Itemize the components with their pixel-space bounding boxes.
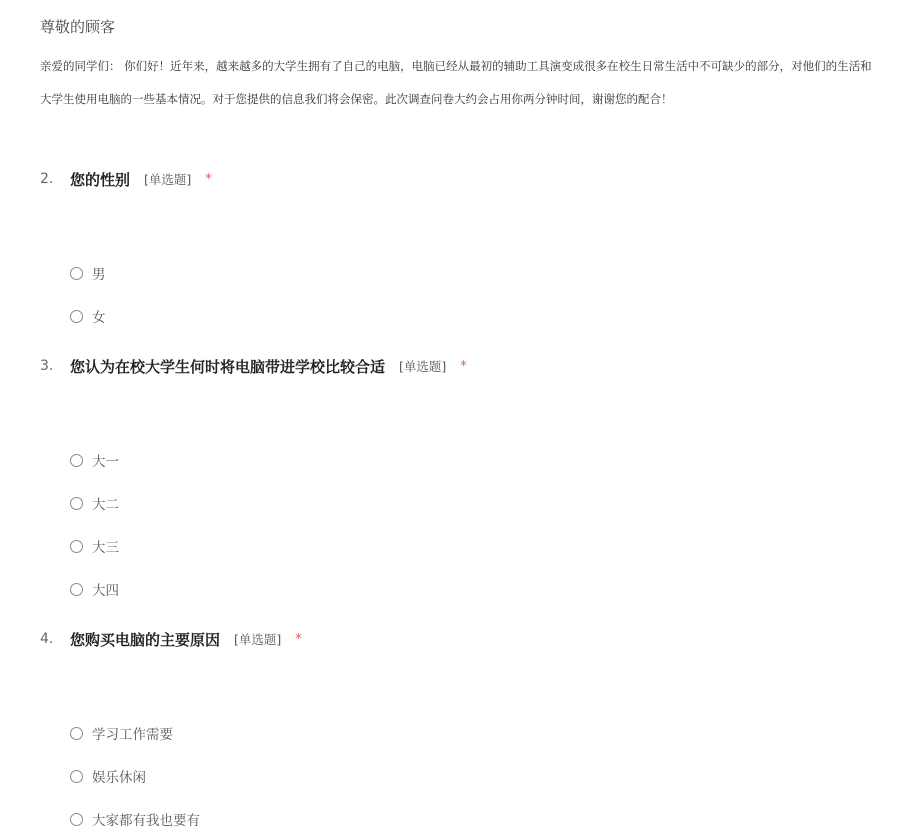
radio-icon[interactable] [70,454,83,467]
required-mark: * [460,358,467,374]
option-junior[interactable] [70,536,119,556]
option-label: 学习工作需要 [92,727,173,743]
question-title-row [40,354,880,378]
option-entertainment[interactable] [70,766,146,786]
question-text: 您认为在校大学生何时将电脑带进学校比较合适 [70,357,386,376]
option-senior[interactable] [70,579,119,599]
question-type-label: [单选题] [399,359,447,374]
intro-text-line-2: 大学生使用电脑的一些基本情况。对于您提供的信息我们将会保密。此次调查问卷大约会占用你两分钟时间，谢谢您的配合！ [40,92,673,106]
intro-text-line-1: 亲爱的同学们： 你们好！近年来，越来越多的大学生拥有了自己的电脑，电脑已经从最初的辅助工具演变成很多在校生日常生活中不可缺少的部分，对他们的生活和 [40,59,872,73]
radio-icon[interactable] [70,310,83,323]
radio-icon[interactable] [70,267,83,280]
question-3 [40,354,880,599]
required-mark: * [295,631,302,647]
question-type-label: [单选题] [234,632,282,647]
question-number: 4. [40,631,54,647]
question-number: 3. [40,358,54,374]
option-label: 娱乐休闲 [92,770,146,786]
option-label: 大二 [92,497,119,513]
question-type-label: [单选题] [144,172,192,187]
question-text: 您的性别 [70,170,131,189]
question-title-row [40,167,880,191]
option-label: 大四 [92,583,119,599]
option-female[interactable] [70,306,106,326]
option-freshman[interactable] [70,450,119,470]
question-2 [40,167,880,326]
salutation-heading: 尊敬的顾客 [40,18,116,36]
question-4 [40,627,880,829]
radio-icon[interactable] [70,813,83,826]
question-text: 您购买电脑的主要原因 [70,630,221,649]
required-mark: * [205,171,212,187]
option-label: 大三 [92,540,119,556]
option-male[interactable] [70,263,106,283]
radio-icon[interactable] [70,583,83,596]
option-label: 大一 [92,454,119,470]
question-title-row [40,627,880,651]
radio-icon[interactable] [70,497,83,510]
option-label: 女 [92,310,106,326]
radio-icon[interactable] [70,770,83,783]
option-label: 大家都有我也要有 [92,813,200,829]
radio-icon[interactable] [70,727,83,740]
question-number: 2. [40,171,54,187]
option-peer-pressure[interactable] [70,809,200,829]
option-study-work[interactable] [70,723,173,743]
radio-icon[interactable] [70,540,83,553]
option-sophomore[interactable] [70,493,119,513]
option-label: 男 [92,267,106,283]
